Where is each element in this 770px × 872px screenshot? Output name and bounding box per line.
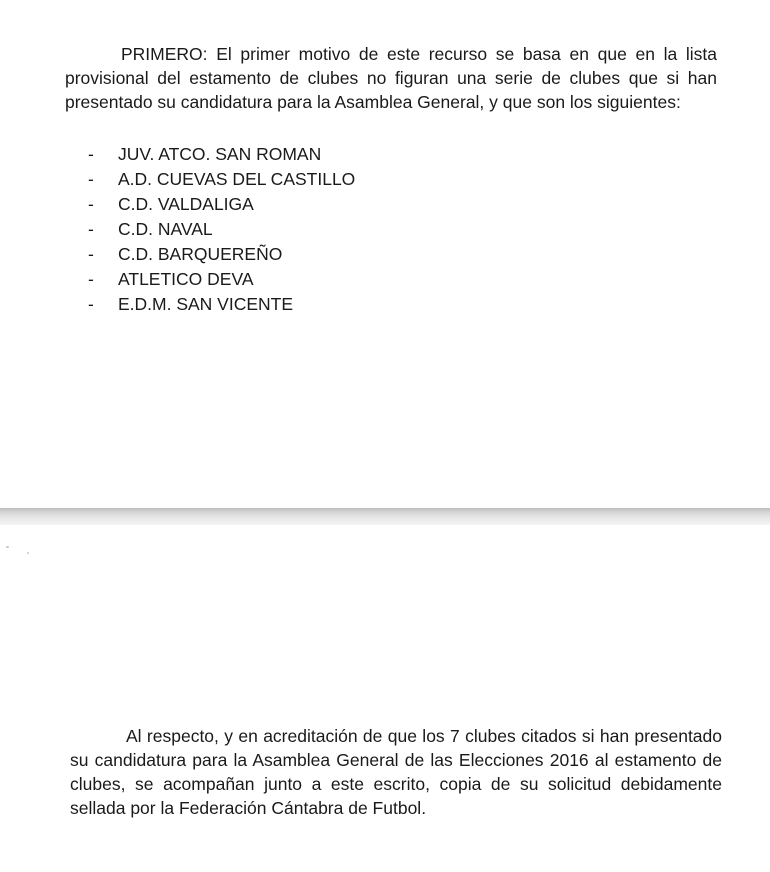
list-item <box>88 217 355 242</box>
list-item <box>88 192 355 217</box>
club-name: C.D. NAVAL <box>118 219 213 239</box>
list-dash: - <box>88 194 94 214</box>
club-name: E.D.M. SAN VICENTE <box>118 294 294 314</box>
paragraph-al-respecto: Al respecto, y en acreditación de que los 7 clubes citados si han presentado su candidatura para la Asamblea General de las Elecciones 2016 al estamento de clubes, se acompañan junto a este escrito, copia de su solicitud debidamente sellada por la Federación Cántabra de Futbol. <box>70 726 722 818</box>
list-dash: - <box>88 169 94 189</box>
list-dash: - <box>88 244 94 264</box>
list-dash: - <box>88 144 94 164</box>
list-item <box>88 242 355 267</box>
list-dash: - <box>88 219 94 239</box>
club-name: C.D. VALDALIGA <box>118 194 254 214</box>
club-list <box>88 142 355 317</box>
scan-speck <box>6 546 9 548</box>
club-name: JUV. ATCO. SAN ROMAN <box>118 144 322 164</box>
club-name: A.D. CUEVAS DEL CASTILLO <box>118 169 356 189</box>
list-dash: - <box>88 269 94 289</box>
list-dash: - <box>88 294 94 314</box>
club-name: ATLETICO DEVA <box>118 269 254 289</box>
list-item <box>88 267 355 292</box>
list-item <box>88 142 355 167</box>
page-separator <box>0 508 770 525</box>
scan-speck <box>27 552 29 554</box>
list-item <box>88 167 355 192</box>
list-item <box>88 292 355 317</box>
club-name: C.D. BARQUEREÑO <box>118 244 283 264</box>
paragraph-primero: PRIMERO: El primer motivo de este recurso se basa en que en la lista provisional del estamento de clubes no figuran una serie de clubes que si han presentado su candidatura para la Asamblea General, y que son los siguientes: <box>65 44 717 112</box>
